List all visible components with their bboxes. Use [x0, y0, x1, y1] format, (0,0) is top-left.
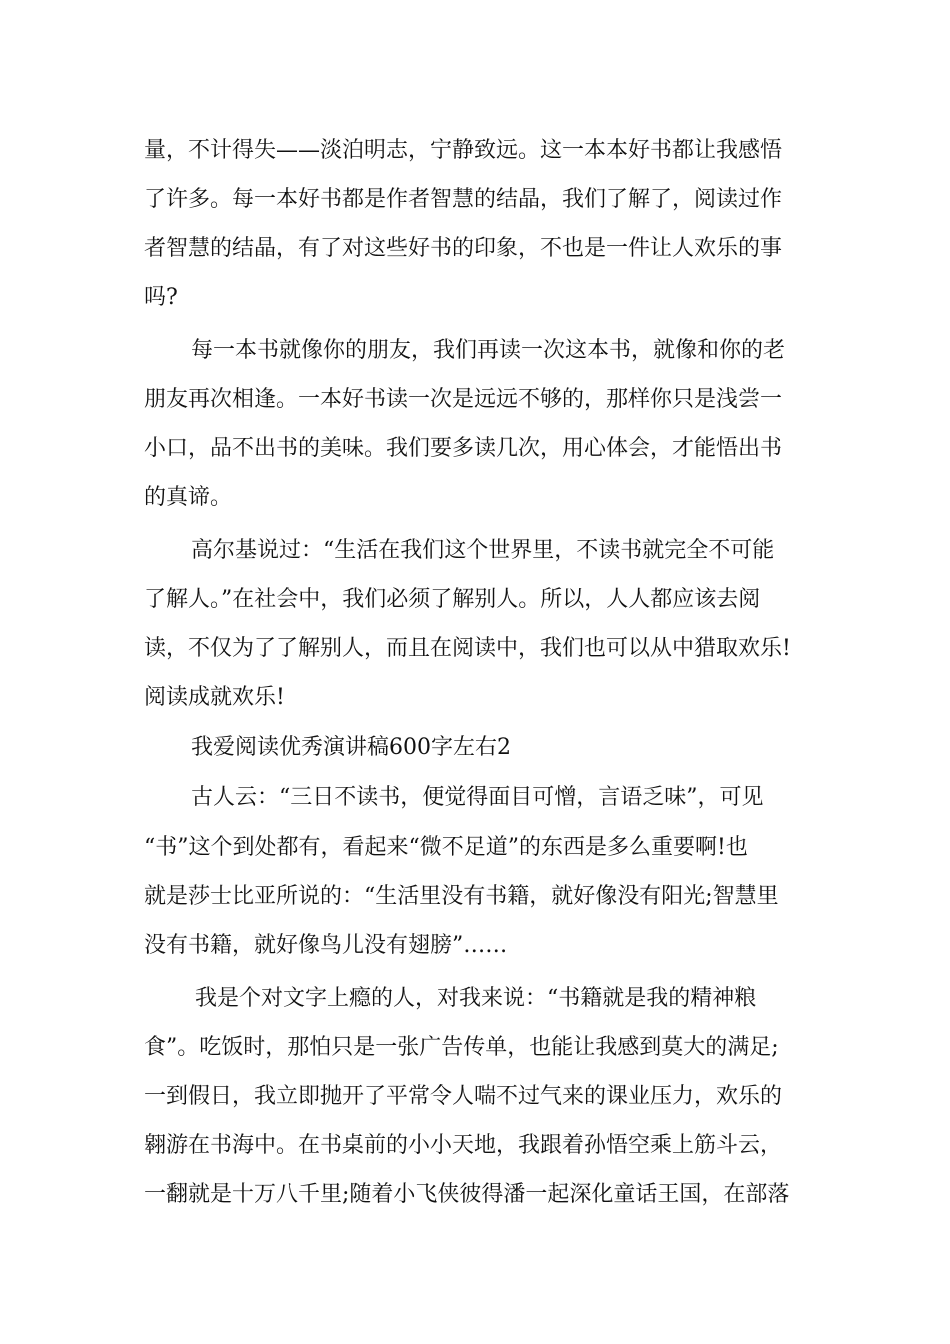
- text-line: 读，不仅为了了解别人，而且在阅读中，我们也可以从中猎取欢乐!: [144, 636, 791, 661]
- text-line: 古人云：“三日不读书，便觉得面目可憎，言语乏味”，可见: [191, 785, 764, 810]
- text-line: “书”这个到处都有，看起来“微不足道”的东西是多么重要啊!也: [144, 835, 748, 860]
- text-line: 阅读成就欢乐!: [144, 685, 285, 710]
- text-line: 就是莎士比亚所说的：“生活里没有书籍，就好像没有阳光;智慧里: [144, 884, 779, 909]
- text-line: 一到假日，我立即抛开了平常令人喘不过气来的课业压力，欢乐的: [144, 1084, 783, 1109]
- text-line: 食”。吃饭时，那怕只是一张广告传单，也能让我感到莫大的满足;: [144, 1035, 779, 1060]
- text-line: 一翻就是十万八千里;随着小飞侠彼得潘一起深化童话王国，在部落: [144, 1182, 790, 1207]
- text-line: 没有书籍，就好像鸟儿没有翅膀”……: [144, 933, 508, 958]
- text-line: 翱游在书海中。在书桌前的小小天地，我跟着孙悟空乘上筋斗云，: [144, 1133, 783, 1158]
- text-line: 了许多。每一本好书都是作者智慧的结晶，我们了解了，阅读过作: [144, 187, 783, 212]
- text-line: 朋友再次相逢。一本好书读一次是远远不够的，那样你只是浅尝一: [144, 387, 783, 412]
- text-line: 了解人。”在社会中，我们必须了解别人。所以，人人都应该去阅: [144, 587, 761, 612]
- text-line: 小口，品不出书的美味。我们要多读几次，用心体会，才能悟出书: [144, 436, 783, 461]
- text-line: 吗?: [144, 285, 178, 310]
- section-title: 我爱阅读优秀演讲稿600字左右2: [191, 735, 511, 760]
- text-line: 者智慧的结晶，有了对这些好书的印象，不也是一件让人欢乐的事: [144, 236, 783, 261]
- text-line: 高尔基说过：“生活在我们这个世界里，不读书就完全不可能: [191, 538, 775, 563]
- text-line: 的真谛。: [144, 485, 233, 510]
- text-line: 每一本书就像你的朋友，我们再读一次这本书，就像和你的老: [191, 338, 786, 363]
- text-line: 量，不计得失——淡泊明志，宁静致远。这一本本好书都让我感悟: [144, 138, 783, 163]
- text-line: 我是个对文字上瘾的人，对我来说：“书籍就是我的精神粮: [195, 986, 757, 1011]
